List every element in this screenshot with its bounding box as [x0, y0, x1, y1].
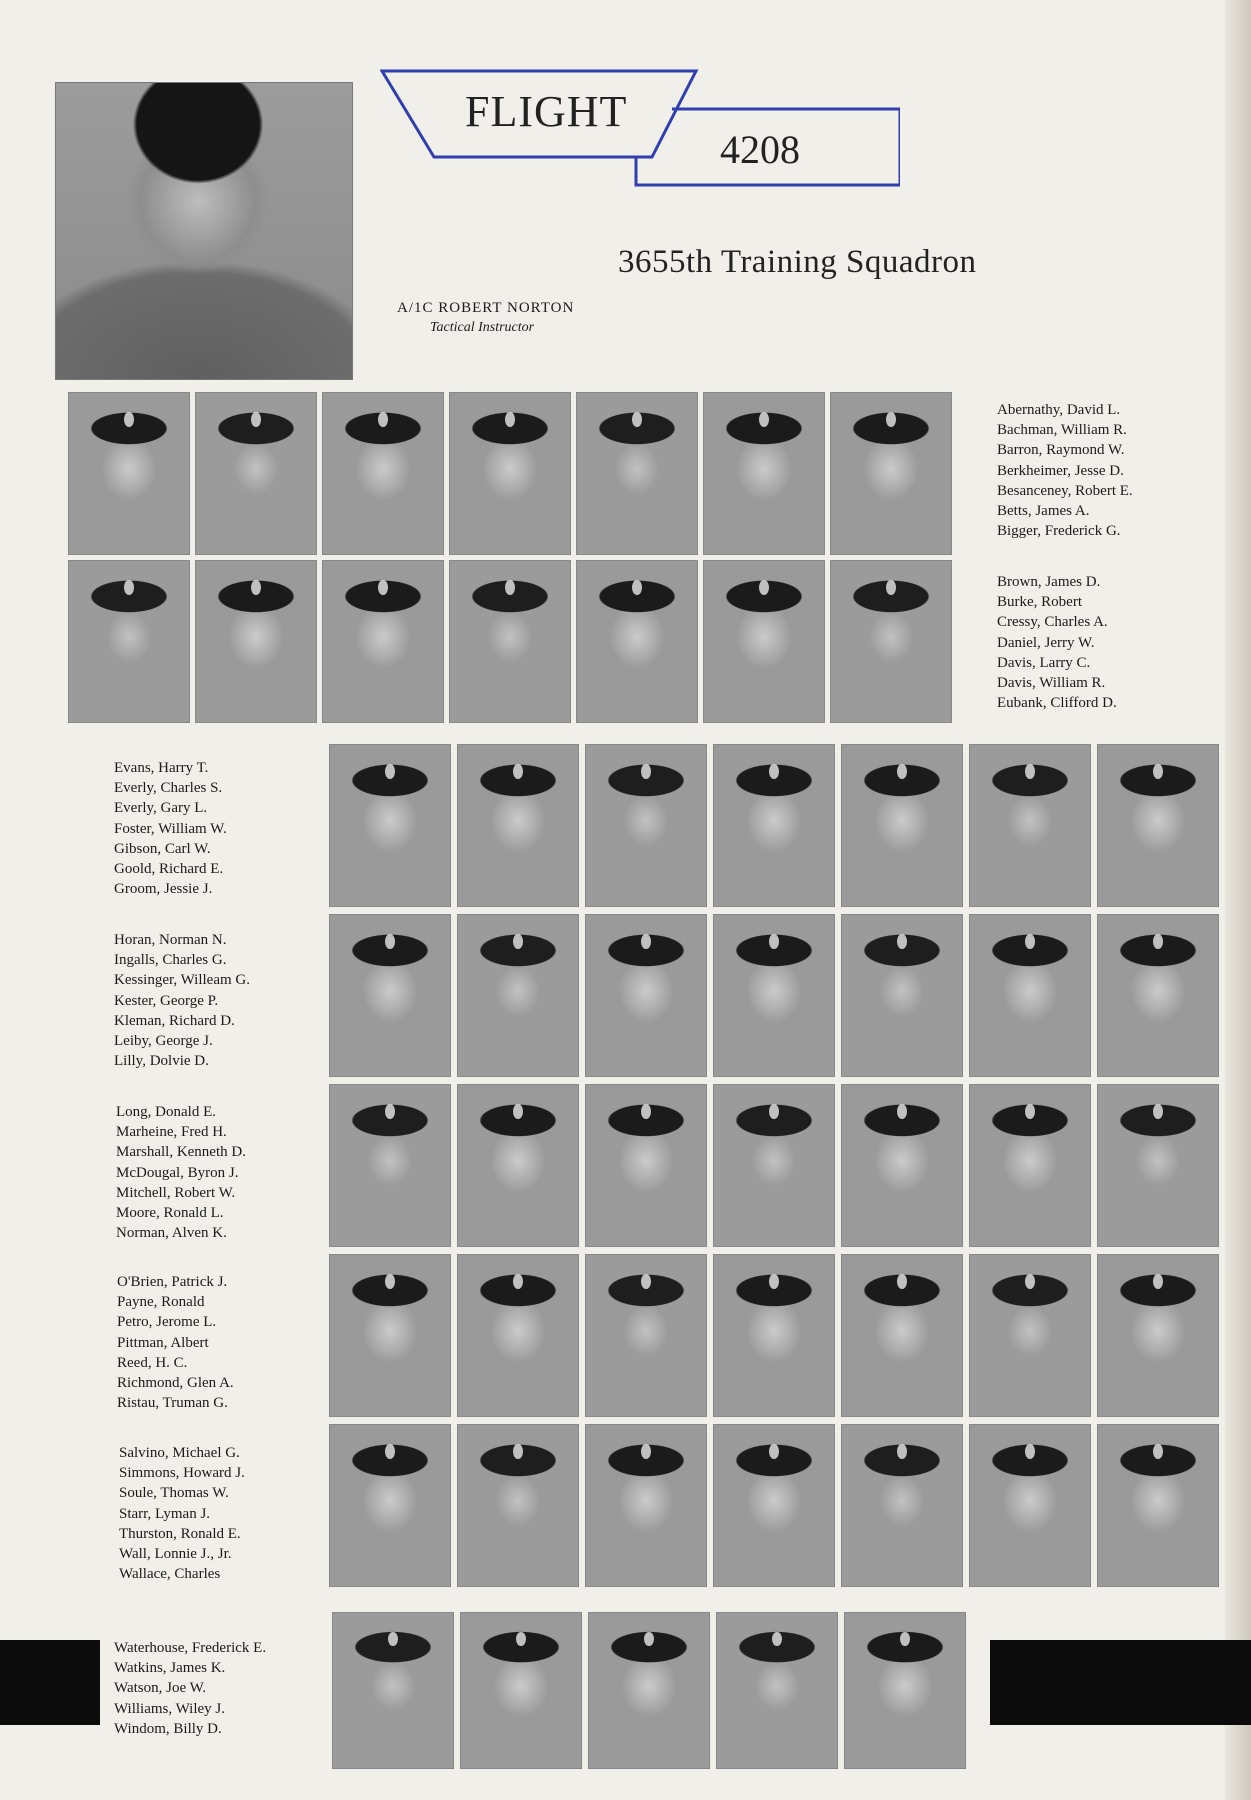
instructor-name: A/1C ROBERT NORTON: [397, 300, 575, 316]
cap-badge-icon: [644, 1632, 654, 1646]
cadet-photo: [585, 914, 707, 1077]
cadet-name: O'Brien, Patrick J.: [117, 1274, 228, 1290]
squadron-title: 3655th Training Squadron: [618, 244, 977, 280]
cadet-photo: [329, 914, 451, 1077]
cadet-photo: [449, 560, 571, 723]
cap-badge-icon: [378, 412, 388, 426]
cadet-name: Ingalls, Charles G.: [114, 952, 227, 969]
cadet-name: Long, Donald E.: [116, 1104, 216, 1120]
cadet-name: McDougal, Byron J.: [116, 1164, 239, 1181]
cap-badge-icon: [513, 1444, 523, 1458]
cap-badge-icon: [886, 580, 896, 594]
name-list-group-7: [119, 1443, 245, 1584]
cadet-photo: [195, 560, 317, 723]
cadet-photo: [576, 560, 698, 723]
cadet-photo: [329, 1424, 451, 1587]
cap-badge-icon: [385, 764, 395, 778]
cap-badge-icon: [1025, 1444, 1035, 1458]
cadet-name: Foster, William W.: [114, 820, 227, 837]
cadet-name: Wallace, Charles: [119, 1566, 221, 1583]
cadet-name: Brown, James D.: [997, 574, 1101, 590]
cadet-name: Abernathy, David L.: [997, 402, 1121, 418]
cadet-name: Starr, Lyman J.: [119, 1505, 211, 1522]
cadet-name: Besanceney, Robert E.: [997, 482, 1133, 499]
cap-badge-icon: [769, 1274, 779, 1288]
cadet-photo: [457, 1424, 579, 1587]
cap-badge-icon: [385, 1104, 395, 1118]
cap-badge-icon: [124, 580, 134, 594]
cadet-name: Ristau, Truman G.: [117, 1395, 228, 1412]
cadet-photo: [969, 1254, 1091, 1417]
cadet-name: Petro, Jerome L.: [117, 1314, 217, 1331]
cadet-name: Watkins, James K.: [114, 1660, 226, 1677]
cadet-photo: [322, 560, 444, 723]
cap-badge-icon: [1025, 1104, 1035, 1118]
cadet-photo: [841, 914, 963, 1077]
cadet-photo: [457, 914, 579, 1077]
name-list-group-4: [114, 930, 250, 1071]
cap-badge-icon: [385, 1444, 395, 1458]
cadet-name: Norman, Alven K.: [116, 1225, 227, 1242]
cap-badge-icon: [641, 1444, 651, 1458]
cadet-photo: [969, 914, 1091, 1077]
cap-badge-icon: [897, 1444, 907, 1458]
instructor-portrait: [55, 82, 353, 380]
cadet-name: Goold, Richard E.: [114, 861, 224, 878]
cadet-name: Payne, Ronald: [117, 1294, 205, 1311]
cadet-photo: [68, 392, 190, 555]
cadet-photo: [716, 1612, 838, 1769]
cap-badge-icon: [897, 934, 907, 948]
cadet-photo: [588, 1612, 710, 1769]
cap-badge-icon: [1153, 1274, 1163, 1288]
cap-badge-icon: [513, 1274, 523, 1288]
cadet-photo: [713, 1254, 835, 1417]
cadet-name: Barron, Raymond W.: [997, 442, 1125, 459]
cadet-photo: [1097, 1424, 1219, 1587]
cadet-name: Lilly, Dolvie D.: [114, 1053, 209, 1070]
cadet-photo: [1097, 1254, 1219, 1417]
cadet-photo: [703, 392, 825, 555]
cadet-photo: [841, 1084, 963, 1247]
cap-badge-icon: [641, 1274, 651, 1288]
flight-number: 4208: [720, 127, 800, 172]
cadet-name: Berkheimer, Jesse D.: [997, 462, 1124, 479]
cadet-photo: [195, 392, 317, 555]
cadet-photo: [457, 1254, 579, 1417]
cap-badge-icon: [1153, 1444, 1163, 1458]
cadet-name: Kessinger, Willeam G.: [114, 972, 250, 989]
cadet-name: Bachman, William R.: [997, 422, 1127, 439]
cadet-name: Thurston, Ronald E.: [119, 1525, 241, 1542]
cadet-name: Everly, Gary L.: [114, 800, 208, 817]
cadet-photo: [585, 1254, 707, 1417]
instructor-title: Tactical Instructor: [430, 320, 535, 335]
cadet-photo: [841, 1424, 963, 1587]
cap-badge-icon: [1025, 764, 1035, 778]
cadet-photo: [449, 392, 571, 555]
cadet-name: Davis, Larry C.: [997, 654, 1091, 671]
cadet-photo: [713, 914, 835, 1077]
cadet-photo: [713, 744, 835, 907]
cap-badge-icon: [124, 412, 134, 426]
cadet-photo: [713, 1084, 835, 1247]
cap-badge-icon: [641, 934, 651, 948]
flight-banner: [380, 65, 900, 195]
cap-badge-icon: [897, 764, 907, 778]
cadet-name: Williams, Wiley J.: [114, 1700, 226, 1717]
cadet-photo: [457, 1084, 579, 1247]
cadet-photo: [576, 392, 698, 555]
cadet-name: Watson, Joe W.: [114, 1680, 207, 1697]
cadet-photo: [585, 1424, 707, 1587]
cap-badge-icon: [505, 580, 515, 594]
cap-badge-icon: [769, 1104, 779, 1118]
cadet-photo: [457, 744, 579, 907]
cadet-name: Daniel, Jerry W.: [997, 634, 1095, 651]
cap-badge-icon: [641, 764, 651, 778]
cadet-name: Kester, George P.: [114, 992, 219, 1009]
cadet-photo: [585, 744, 707, 907]
name-list-group-2: [997, 572, 1117, 713]
cap-badge-icon: [378, 580, 388, 594]
cap-badge-icon: [1025, 1274, 1035, 1288]
cap-badge-icon: [251, 412, 261, 426]
cap-badge-icon: [632, 412, 642, 426]
cadet-photo: [1097, 744, 1219, 907]
name-list-group-6: [117, 1272, 234, 1413]
cap-badge-icon: [513, 1104, 523, 1118]
cadet-photo: [713, 1424, 835, 1587]
cadet-photo: [969, 744, 1091, 907]
cap-badge-icon: [886, 412, 896, 426]
cadet-photo: [68, 560, 190, 723]
cadet-name: Leiby, George J.: [114, 1033, 213, 1050]
name-list-group-5: [116, 1102, 246, 1243]
cap-badge-icon: [769, 934, 779, 948]
cap-badge-icon: [772, 1632, 782, 1646]
cadet-name: Windom, Billy D.: [114, 1720, 222, 1737]
cap-badge-icon: [513, 764, 523, 778]
cadet-name: Gibson, Carl W.: [114, 840, 211, 857]
cadet-photo: [332, 1612, 454, 1769]
cap-badge-icon: [897, 1274, 907, 1288]
cadet-name: Mitchell, Robert W.: [116, 1184, 236, 1201]
cadet-name: Soule, Thomas W.: [119, 1485, 229, 1502]
cadet-name: Eubank, Clifford D.: [997, 695, 1117, 712]
cadet-photo: [969, 1084, 1091, 1247]
cadet-name: Everly, Charles S.: [114, 780, 223, 797]
cadet-photo: [322, 392, 444, 555]
cadet-name: Wall, Lonnie J., Jr.: [119, 1546, 232, 1563]
cadet-photo: [844, 1612, 966, 1769]
cap-badge-icon: [251, 580, 261, 594]
flight-label: FLIGHT: [465, 87, 628, 136]
name-list-group-3: [114, 758, 227, 899]
cadet-name: Betts, James A.: [997, 503, 1090, 520]
cadet-photo: [841, 744, 963, 907]
cadet-name: Reed, H. C.: [117, 1354, 188, 1371]
cap-badge-icon: [516, 1632, 526, 1646]
cap-badge-icon: [759, 580, 769, 594]
cadet-photo: [585, 1084, 707, 1247]
cap-badge-icon: [385, 1274, 395, 1288]
cap-badge-icon: [769, 1444, 779, 1458]
cap-badge-icon: [769, 764, 779, 778]
cadet-name: Horan, Norman N.: [114, 932, 227, 948]
cadet-photo: [329, 1084, 451, 1247]
cap-badge-icon: [641, 1104, 651, 1118]
cadet-name: Pittman, Albert: [117, 1334, 209, 1351]
cadet-name: Groom, Jessie J.: [114, 881, 213, 898]
cadet-name: Cressy, Charles A.: [997, 614, 1108, 631]
cadet-name: Evans, Harry T.: [114, 760, 209, 776]
cadet-name: Marheine, Fred H.: [116, 1124, 227, 1141]
cadet-photo: [1097, 1084, 1219, 1247]
cadet-photo: [830, 560, 952, 723]
cap-badge-icon: [385, 934, 395, 948]
cadet-name: Marshall, Kenneth D.: [116, 1144, 246, 1161]
cap-badge-icon: [897, 1104, 907, 1118]
cadet-name: Bigger, Frederick G.: [997, 523, 1121, 540]
cadet-name: Waterhouse, Frederick E.: [114, 1640, 267, 1656]
cadet-name: Richmond, Glen A.: [117, 1375, 234, 1392]
cadet-name: Simmons, Howard J.: [119, 1465, 245, 1482]
cadet-photo: [1097, 914, 1219, 1077]
cap-badge-icon: [513, 934, 523, 948]
cadet-photo: [830, 392, 952, 555]
cadet-photo: [841, 1254, 963, 1417]
name-list-group-8: [114, 1638, 266, 1739]
cap-badge-icon: [900, 1632, 910, 1646]
cap-badge-icon: [632, 580, 642, 594]
cadet-photo: [460, 1612, 582, 1769]
cadet-name: Davis, William R.: [997, 675, 1106, 692]
page-edge: [1225, 0, 1251, 1800]
cadet-name: Kleman, Richard D.: [114, 1012, 235, 1029]
cap-badge-icon: [1153, 764, 1163, 778]
cap-badge-icon: [759, 412, 769, 426]
cap-badge-icon: [1153, 934, 1163, 948]
cadet-photo: [329, 1254, 451, 1417]
cap-badge-icon: [505, 412, 515, 426]
cap-badge-icon: [1025, 934, 1035, 948]
cap-badge-icon: [388, 1632, 398, 1646]
cadet-name: Burke, Robert: [997, 594, 1082, 611]
cap-badge-icon: [1153, 1104, 1163, 1118]
name-list-group-1: [997, 400, 1133, 541]
cadet-photo: [969, 1424, 1091, 1587]
cadet-name: Moore, Ronald L.: [116, 1205, 224, 1222]
cadet-photo: [329, 744, 451, 907]
cadet-photo: [703, 560, 825, 723]
cadet-name: Salvino, Michael G.: [119, 1445, 240, 1461]
